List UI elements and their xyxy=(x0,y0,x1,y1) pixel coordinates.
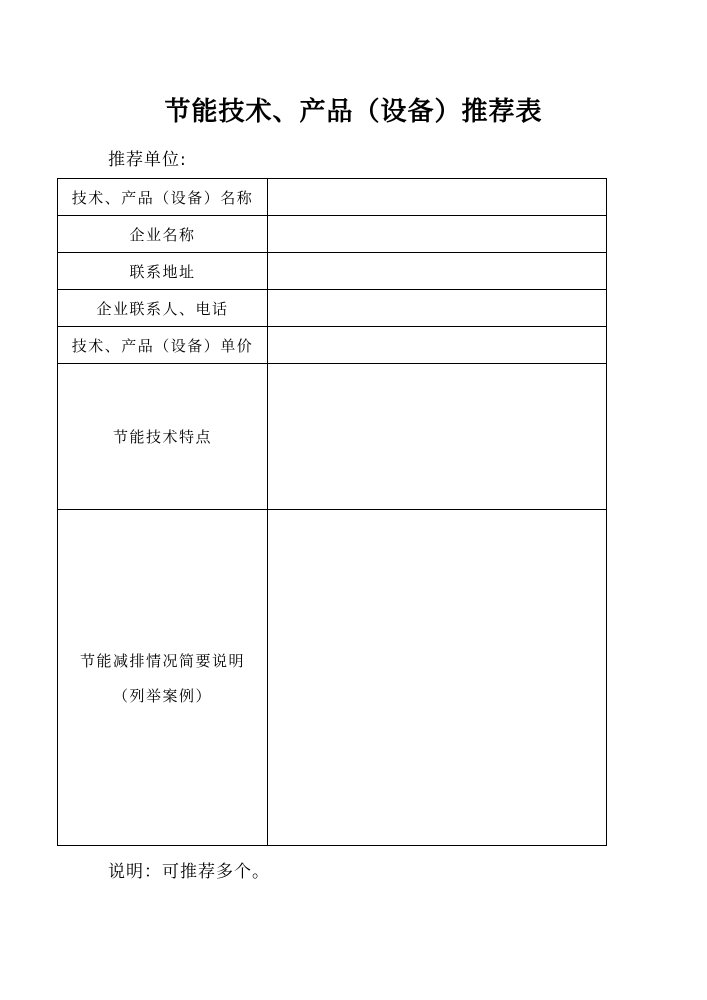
footnote: 说明：可推荐多个。 xyxy=(108,862,270,882)
form-title: 节能技术、产品（设备）推荐表 xyxy=(164,97,543,127)
row-label-company-name: 企业名称 xyxy=(58,216,268,253)
example-cases-sublabel: （列举案例） xyxy=(112,686,212,705)
row-label-unit-price: 技术、产品（设备）单价 xyxy=(58,327,268,364)
energy-saving-description-field[interactable] xyxy=(268,510,607,846)
contact-person-phone-field[interactable] xyxy=(268,290,607,327)
table-row xyxy=(58,510,607,846)
row-label-tech-features: 节能技术特点 xyxy=(58,364,268,510)
contact-address-field[interactable] xyxy=(268,253,607,290)
recommendation-table xyxy=(57,178,607,846)
table-row xyxy=(58,290,607,327)
row-label-contact-person-phone: 企业联系人、电话 xyxy=(58,290,268,327)
recommend-unit-label: 推荐单位: xyxy=(108,150,187,170)
table-row xyxy=(58,179,607,216)
company-name-field[interactable] xyxy=(268,216,607,253)
energy-saving-description-label: 节能减排情况简要说明 xyxy=(79,651,245,670)
table-row xyxy=(58,253,607,290)
tech-features-field[interactable] xyxy=(268,364,607,510)
unit-price-field[interactable] xyxy=(268,327,607,364)
row-label-energy-saving-description xyxy=(58,510,268,846)
tech-product-name-field[interactable] xyxy=(268,179,607,216)
row-label-tech-product-name: 技术、产品（设备）名称 xyxy=(58,179,268,216)
row-label-contact-address: 联系地址 xyxy=(58,253,268,290)
table-row xyxy=(58,327,607,364)
table-row xyxy=(58,216,607,253)
table-row xyxy=(58,364,607,510)
